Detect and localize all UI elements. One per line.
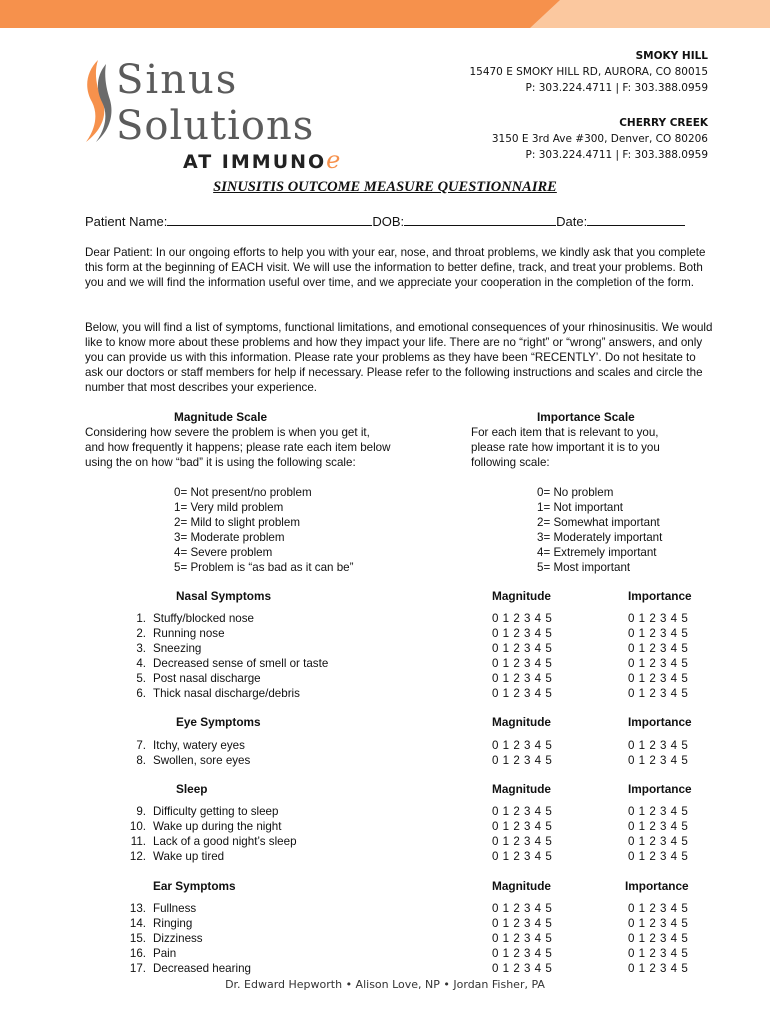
importance-rating[interactable]: 0 1 2 3 4 5: [628, 612, 689, 625]
magnitude-column-header: Magnitude: [492, 782, 551, 796]
logo-text-at-immunoe: [183, 146, 340, 174]
magnitude-rating[interactable]: 0 1 2 3 4 5: [492, 947, 553, 960]
scale-item: 5= Most important: [537, 561, 631, 574]
question-row: [0, 641, 770, 656]
importance-scale-list: [537, 485, 662, 575]
location-name: CHERRY CREEK: [619, 117, 708, 129]
scale-item: 0= Not present/no problem: [174, 486, 312, 499]
scale-item: 1= Very mild problem: [174, 501, 284, 514]
importance-rating[interactable]: 0 1 2 3 4 5: [628, 917, 689, 930]
question-row: [0, 671, 770, 686]
scale-item: 2= Mild to slight problem: [174, 516, 300, 529]
importance-rating[interactable]: 0 1 2 3 4 5: [628, 850, 689, 863]
magnitude-rating[interactable]: 0 1 2 3 4 5: [492, 917, 553, 930]
importance-column-header: Importance: [628, 589, 692, 603]
magnitude-rating[interactable]: 0 1 2 3 4 5: [492, 805, 553, 818]
dob-field[interactable]: [404, 213, 556, 226]
location-name: SMOKY HILL: [635, 50, 708, 62]
question-text: Itchy, watery eyes: [153, 739, 245, 752]
magnitude-scale-description: [85, 425, 391, 470]
scale-item: 4= Severe problem: [174, 546, 273, 559]
magnitude-rating[interactable]: 0 1 2 3 4 5: [492, 612, 553, 625]
importance-scale-title: Importance Scale: [537, 410, 635, 424]
date-label: Date:: [556, 214, 588, 229]
location-phone: P: 303.224.4711 | F: 303.388.0959: [525, 149, 708, 161]
question-number: 9.: [136, 805, 146, 818]
intro-paragraph-2: Below, you will find a list of symptoms, functional limitations, and emotional consequences of your rhinosinusitis. We would like to know more about these problems and how they impact your life. There are no “right” or “wrong” answers, and only you can provide us with this information. Please rate your problems as they have been “RECENTLY’. Do not hesitate to ask our doctors or staff members for help if necessary. Please refer to the following instructions and scales and circle the number that most describes your experience.: [85, 321, 713, 394]
scale-desc-line: following scale:: [471, 456, 550, 469]
top-banner-accent: [530, 0, 770, 28]
scale-item: 4= Extremely important: [537, 546, 657, 559]
importance-rating[interactable]: 0 1 2 3 4 5: [628, 947, 689, 960]
question-number: 10.: [129, 820, 146, 833]
logo-text-e: e: [326, 146, 341, 174]
provider-footer: Dr. Edward Hepworth • Alison Love, NP • Jordan Fisher, PA: [225, 978, 545, 991]
section-title-nasal: Nasal Symptoms: [176, 589, 272, 603]
logo-text-at-immuno: AT IMMUNO: [183, 151, 327, 173]
location-address: 3150 E 3rd Ave #300, Denver, CO 80206: [491, 133, 708, 145]
question-number: 4.: [136, 657, 146, 670]
section-title-ear: Ear Symptoms: [153, 879, 236, 893]
question-number: 5.: [136, 672, 146, 685]
question-text: Lack of a good night’s sleep: [153, 835, 297, 848]
section-title-sleep: Sleep: [176, 782, 208, 796]
magnitude-rating[interactable]: 0 1 2 3 4 5: [492, 739, 553, 752]
logo-text-solutions: Solutions: [116, 103, 315, 149]
question-row: [0, 819, 770, 834]
question-text: Pain: [153, 947, 177, 960]
importance-rating[interactable]: 0 1 2 3 4 5: [628, 820, 689, 833]
magnitude-rating[interactable]: 0 1 2 3 4 5: [492, 642, 553, 655]
intro-paragraph-1: Dear Patient: In our ongoing efforts to help you with your ear, nose, and throat problems, we kindly ask that you complete this form at the beginning of EACH visit. We will use the information to better define, track, and treat your problems. Both you and we will find the information useful over time, and we appreciate your cooperation in the completion of the form.: [85, 246, 706, 289]
address-smoky-hill: [469, 48, 708, 96]
importance-rating[interactable]: 0 1 2 3 4 5: [628, 962, 689, 975]
question-row: [0, 961, 770, 976]
magnitude-rating[interactable]: 0 1 2 3 4 5: [492, 627, 553, 640]
question-number: 15.: [129, 932, 146, 945]
magnitude-rating[interactable]: 0 1 2 3 4 5: [492, 850, 553, 863]
top-banner: [0, 0, 770, 28]
magnitude-column-header: Magnitude: [492, 715, 551, 729]
scale-item: 5= Problem is “as bad as it can be”: [174, 561, 354, 574]
question-text: Decreased hearing: [153, 962, 251, 975]
question-text: Dizziness: [153, 932, 203, 945]
questionnaire-title: SINUSITIS OUTCOME MEASURE QUESTIONNAIRE: [213, 179, 557, 195]
importance-rating[interactable]: 0 1 2 3 4 5: [628, 627, 689, 640]
importance-column-header: Importance: [625, 879, 689, 893]
location-phone: P: 303.224.4711 | F: 303.388.0959: [525, 82, 708, 94]
scale-desc-line: Considering how severe the problem is when you get it,: [85, 426, 370, 439]
question-text: Post nasal discharge: [153, 672, 261, 685]
question-text: Decreased sense of smell or taste: [153, 657, 329, 670]
scale-item: 0= No problem: [537, 486, 614, 499]
scale-desc-line: using the on how “bad” it is using the following scale:: [85, 456, 356, 469]
question-row: [0, 901, 770, 916]
section-title-eye: Eye Symptoms: [176, 715, 261, 729]
magnitude-rating[interactable]: 0 1 2 3 4 5: [492, 672, 553, 685]
magnitude-rating[interactable]: 0 1 2 3 4 5: [492, 820, 553, 833]
importance-column-header: Importance: [628, 715, 692, 729]
question-number: 3.: [136, 642, 146, 655]
question-number: 13.: [129, 902, 146, 915]
magnitude-rating[interactable]: 0 1 2 3 4 5: [492, 962, 553, 975]
question-row: [0, 626, 770, 641]
logo-text-sinus: Sinus: [116, 57, 239, 103]
magnitude-rating[interactable]: 0 1 2 3 4 5: [492, 835, 553, 848]
question-text: Stuffy/blocked nose: [153, 612, 254, 625]
question-row: [0, 738, 770, 753]
question-row: [0, 849, 770, 864]
importance-scale-description: [471, 425, 660, 470]
question-text: Thick nasal discharge/debris: [153, 687, 300, 700]
question-text: Ringing: [153, 917, 193, 930]
scale-item: 1= Not important: [537, 501, 624, 514]
question-text: Swollen, sore eyes: [153, 754, 251, 767]
question-row: [0, 804, 770, 819]
question-row: [0, 611, 770, 626]
magnitude-column-header: Magnitude: [492, 879, 551, 893]
importance-rating[interactable]: 0 1 2 3 4 5: [628, 754, 689, 767]
importance-rating[interactable]: 0 1 2 3 4 5: [628, 657, 689, 670]
question-number: 2.: [136, 627, 146, 640]
question-number: 1.: [136, 612, 146, 625]
importance-rating[interactable]: 0 1 2 3 4 5: [628, 739, 689, 752]
scale-desc-line: and how frequently it happens; please rate each item below: [85, 441, 391, 454]
magnitude-scale-list: [174, 485, 353, 575]
question-number: 6.: [136, 687, 146, 700]
magnitude-column-header: Magnitude: [492, 589, 551, 603]
magnitude-rating[interactable]: 0 1 2 3 4 5: [492, 902, 553, 915]
question-row: [0, 946, 770, 961]
question-text: Fullness: [153, 902, 197, 915]
question-number: 16.: [129, 947, 146, 960]
magnitude-rating[interactable]: 0 1 2 3 4 5: [492, 657, 553, 670]
question-number: 17.: [129, 962, 146, 975]
location-address: 15470 E SMOKY HILL RD, AURORA, CO 80015: [469, 66, 708, 78]
question-text: Running nose: [153, 627, 225, 640]
magnitude-rating[interactable]: 0 1 2 3 4 5: [492, 754, 553, 767]
question-text: Wake up tired: [153, 850, 225, 863]
magnitude-rating[interactable]: 0 1 2 3 4 5: [492, 932, 553, 945]
scale-item: 2= Somewhat important: [537, 516, 660, 529]
question-number: 8.: [136, 754, 146, 767]
magnitude-rating[interactable]: 0 1 2 3 4 5: [492, 687, 553, 700]
question-number: 12.: [129, 850, 146, 863]
importance-rating[interactable]: 0 1 2 3 4 5: [628, 932, 689, 945]
question-row: [0, 656, 770, 671]
dob-label: DOB:: [372, 214, 405, 229]
question-row: [0, 916, 770, 931]
question-row: [0, 753, 770, 768]
scale-desc-line: please rate how important it is to you: [471, 441, 660, 454]
address-cherry-creek: [492, 115, 708, 163]
question-row: [0, 686, 770, 701]
importance-rating[interactable]: 0 1 2 3 4 5: [628, 672, 689, 685]
question-number: 7.: [136, 739, 146, 752]
importance-rating[interactable]: 0 1 2 3 4 5: [628, 835, 689, 848]
importance-rating[interactable]: 0 1 2 3 4 5: [628, 805, 689, 818]
patient-info-line: [85, 213, 685, 229]
question-number: 11.: [130, 835, 146, 848]
date-field[interactable]: [587, 213, 685, 226]
magnitude-scale-title: Magnitude Scale: [174, 410, 268, 424]
question-text: Difficulty getting to sleep: [153, 805, 279, 818]
scale-item: 3= Moderately important: [537, 531, 663, 544]
question-row: [0, 931, 770, 946]
scale-desc-line: For each item that is relevant to you,: [471, 426, 659, 439]
importance-rating[interactable]: 0 1 2 3 4 5: [628, 902, 689, 915]
question-text: Wake up during the night: [153, 820, 282, 833]
question-number: 14.: [129, 917, 146, 930]
sinus-solutions-logo: [80, 56, 350, 174]
question-row: [0, 834, 770, 849]
patient-name-field[interactable]: [167, 213, 372, 226]
patient-name-label: Patient Name:: [85, 214, 168, 229]
swoosh-logo-icon: [80, 58, 112, 144]
importance-rating[interactable]: 0 1 2 3 4 5: [628, 687, 689, 700]
importance-column-header: Importance: [628, 782, 692, 796]
question-text: Sneezing: [153, 642, 202, 655]
importance-rating[interactable]: 0 1 2 3 4 5: [628, 642, 689, 655]
scale-item: 3= Moderate problem: [174, 531, 285, 544]
